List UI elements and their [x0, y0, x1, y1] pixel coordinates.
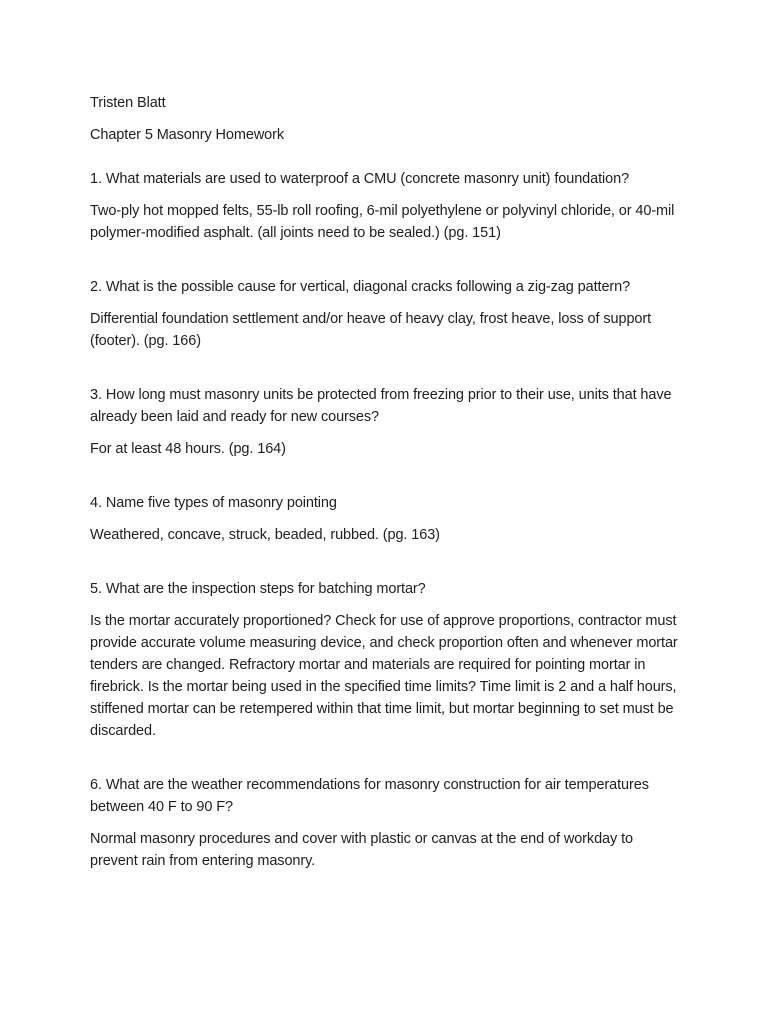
question-4: 4. Name five types of masonry pointing: [90, 495, 337, 511]
answer-1: Two-ply hot mopped felts, 55-lb roll roofing, 6-mil polyethylene or polyvinyl chloride, or 40-mil polymer-modified asphalt. (all joints need to be sealed.) (pg. 151): [90, 203, 675, 241]
document-body: [90, 92, 680, 904]
author-name: Tristen Blatt: [90, 95, 166, 111]
answer-3: For at least 48 hours. (pg. 164): [90, 441, 286, 457]
question-2: 2. What is the possible cause for vertical, diagonal cracks following a zig-zag pattern?: [90, 279, 631, 295]
answer-4: Weathered, concave, struck, beaded, rubbed. (pg. 163): [90, 527, 440, 543]
question-5: 5. What are the inspection steps for batching mortar?: [90, 581, 426, 597]
question-3: 3. How long must masonry units be protected from freezing prior to their use, units that have already been laid and ready for new courses?: [90, 387, 672, 425]
question-6: 6. What are the weather recommendations for masonry construction for air temperatures between 40 F to 90 F?: [90, 777, 649, 815]
qa-item-5: [90, 578, 680, 742]
answer-6: Normal masonry procedures and cover with plastic or canvas at the end of workday to prevent rain from entering masonry.: [90, 831, 633, 869]
qa-item-1: [90, 168, 680, 244]
qa-item-2: [90, 276, 680, 352]
answer-2: Differential foundation settlement and/or heave of heavy clay, frost heave, loss of support (footer). (pg. 166): [90, 311, 652, 349]
qa-item-4: [90, 492, 680, 546]
question-1: 1. What materials are used to waterproof a CMU (concrete masonry unit) foundation?: [90, 171, 630, 187]
qa-item-6: [90, 774, 680, 872]
answer-5: Is the mortar accurately proportioned? Check for use of approve proportions, contractor must provide accurate volume measuring device, and check proportion often and whenever mortar tenders are changed. Refractory mortar and materials are required for pointing mortar in firebrick. Is the mortar being used in the specified time limits? Time limit is 2 and a half hours, stiffened mortar can be retempered within that time limit, but mortar beginning to set must be discarded.: [90, 613, 678, 739]
qa-item-3: [90, 384, 680, 460]
document-title: Chapter 5 Masonry Homework: [90, 127, 285, 143]
